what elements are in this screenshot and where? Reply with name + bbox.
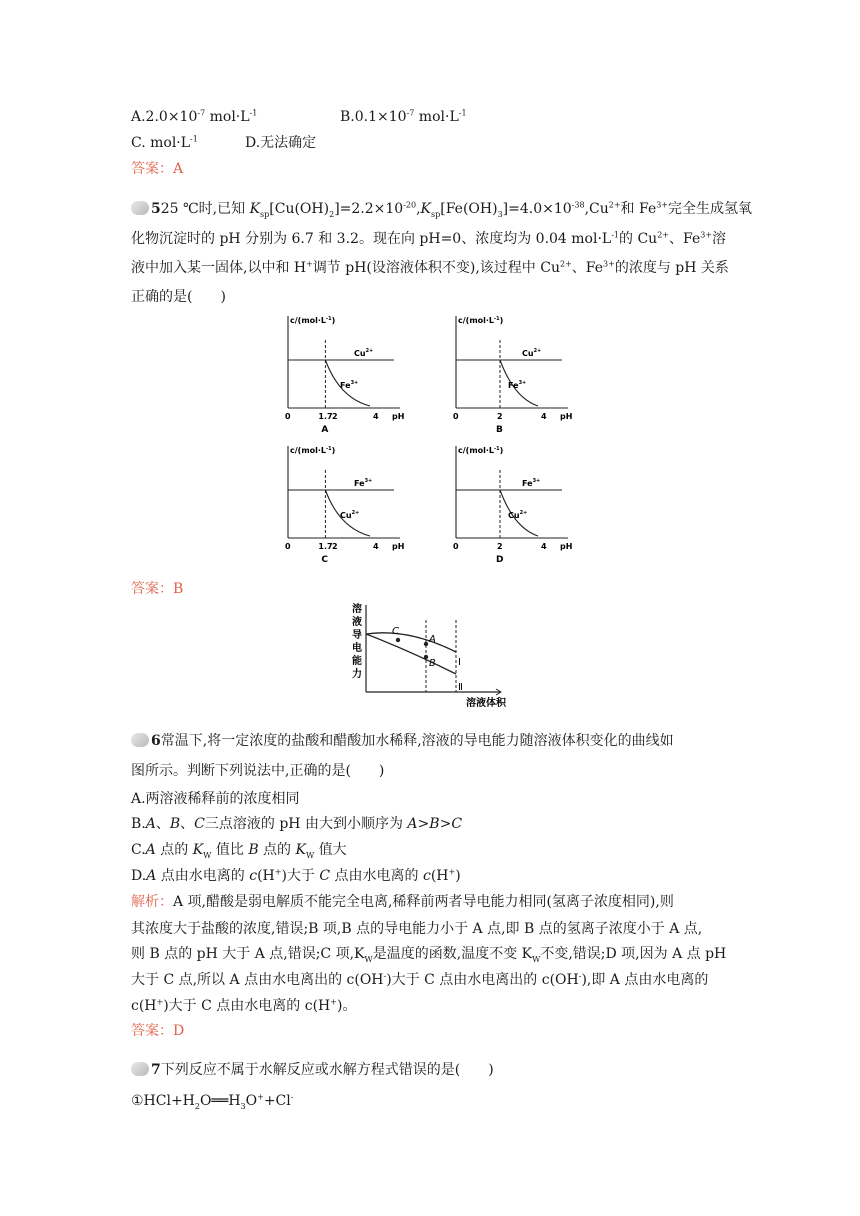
- q5-answer: 答案：B: [131, 581, 184, 597]
- lower-ion-label: $Fe^{3+}$: [508, 380, 527, 390]
- q6-option-c: C.A 点的 $K_W$ 值比 B 点的 $K_W$ 值大: [131, 842, 347, 860]
- q6-analysis-4: 大于 C 点,所以 A 点由水电离出的 c(OH-)大于 C 点由水电离出的 c(OH-),即 A 点由水电离的: [131, 971, 709, 988]
- x-axis-label: pH: [560, 412, 573, 421]
- q6-option-a: A.两溶液稀释前的浓度相同: [131, 791, 300, 807]
- y-axis-label: $c/(mol\cdot L^{-1})$: [290, 446, 336, 455]
- point-a: [424, 642, 428, 646]
- q5-line-3: 液中加入某一固体,以中和 H+调节 pH(设溶液体积不变),该过程中 $Cu^{2+}$、$Fe^{3+}$的浓度与 pH 关系: [131, 259, 729, 276]
- q4-option-b: $B.0.1\times 10^{-7}$ $mol\cdot L^{-1}$: [340, 108, 467, 125]
- y-axis-label: $c/(mol\cdot L^{-1})$: [458, 446, 504, 455]
- x-axis-label: pH: [392, 412, 405, 421]
- y-label-char: 溶: [352, 604, 362, 615]
- tick-1-7: 1.7: [318, 542, 333, 551]
- question-badge-icon: [131, 1062, 149, 1076]
- upper-ion-label: $Cu^{2+}$: [522, 348, 542, 358]
- tick-4: 4: [373, 412, 379, 421]
- q6-option-b: B.A、B、C三点溶液的 pH 由大到小顺序为 A>B>C: [131, 816, 463, 832]
- q7-equation-1: $①HCl+H_2O══H_3O^++Cl^-$: [131, 1092, 294, 1111]
- q6-answer: 答案：D: [131, 1023, 185, 1039]
- graph-b: [453, 316, 572, 435]
- curve-I: [366, 633, 456, 652]
- tick-zero: 0: [285, 542, 291, 551]
- tick-2: 2: [497, 542, 503, 551]
- y-label-char: 电: [352, 643, 362, 654]
- y-label-char: 力: [352, 669, 362, 680]
- q5-graphs-figure: [270, 310, 580, 570]
- question-badge-icon: [131, 201, 149, 215]
- q6-analysis-5: c(H+)大于 C 点由水电离的 c(H+)。: [131, 997, 357, 1014]
- tick-2: 2: [332, 542, 338, 551]
- question-badge-icon: [131, 733, 149, 747]
- q7-line-1: 7下列反应不属于水解反应或水解方程式错误的是( ): [131, 1060, 494, 1080]
- graph-c: [285, 446, 404, 565]
- graph-letter: C: [321, 555, 329, 565]
- q6-option-d: D.A 点由水电离的 c(H+)大于 C 点由水电离的 c(H+): [131, 867, 461, 884]
- point-b: [424, 655, 428, 659]
- upper-ion-label: $Fe^{3+}$: [522, 478, 541, 488]
- point-c: [396, 638, 400, 642]
- q6-analysis-1: 解析：A 项,醋酸是弱电解质不能完全电离,稀释前两者导电能力相同(氢离子浓度相同),则: [131, 894, 674, 910]
- y-axis-label: $c/(mol\cdot L^{-1})$: [290, 316, 336, 325]
- q6-line-1: 6常温下,将一定浓度的盐酸和醋酸加水稀释,溶液的导电能力随溶液体积变化的曲线如: [131, 731, 674, 751]
- y-label-char: 导: [352, 630, 362, 641]
- q5-number: 5: [151, 201, 161, 217]
- upper-ion-label: $Cu^{2+}$: [354, 348, 374, 358]
- label-curve-II: Ⅱ: [458, 682, 463, 693]
- q6-line-2: 图所示。判断下列说法中,正确的是( ): [131, 763, 385, 779]
- q4-option-d: D.无法确定: [245, 135, 317, 151]
- q6-analysis-3: 则 B 点的 pH 大于 A 点,错误;C 项$,K_W$是温度的函数,温度不变 $K_W$不变,错误;D 项,因为 A 点 pH: [131, 946, 727, 964]
- curve-II: [366, 634, 456, 674]
- lower-ion-label: $Fe^{3+}$: [340, 380, 359, 390]
- label-curve-I: Ⅰ: [458, 657, 461, 668]
- label-c: C: [392, 626, 399, 637]
- tick-4: 4: [373, 542, 379, 551]
- graph-letter: D: [496, 555, 504, 565]
- x-axis-label: pH: [392, 542, 405, 551]
- tick-zero: 0: [453, 542, 459, 551]
- graph-letter: B: [496, 425, 503, 435]
- y-axis-label: $c/(mol\cdot L^{-1})$: [458, 316, 504, 325]
- label-b: B: [429, 658, 436, 669]
- tick-4: 4: [541, 412, 547, 421]
- x-axis-label: pH: [560, 542, 573, 551]
- q4-option-c: C. $mol\cdot L^{-1}$: [131, 134, 198, 151]
- tick-2: 2: [332, 412, 338, 421]
- label-a: A: [429, 634, 436, 645]
- conductivity-x-label: 溶液体积: [466, 698, 506, 709]
- tick-1-7: 1.7: [318, 412, 333, 421]
- lower-ion-label: $Cu^{2+}$: [508, 510, 528, 520]
- q4-answer: 答案：A: [131, 161, 184, 177]
- upper-ion-label: $Fe^{3+}$: [354, 478, 373, 488]
- conductivity-graph: [348, 600, 508, 710]
- lower-ion-label: $Cu^{2+}$: [340, 510, 360, 520]
- tick-2: 2: [497, 412, 503, 421]
- q6-analysis-2: 其浓度大于盐酸的浓度,错误;B 项,B 点的导电能力小于 A 点,即 B 点的氢离子浓度小于 A 点,: [131, 921, 703, 937]
- y-label-char: 能: [352, 656, 362, 667]
- conductivity-y-label: [352, 602, 362, 680]
- tick-zero: 0: [285, 412, 291, 421]
- graph-d: [453, 446, 572, 565]
- q5-line-2: 化物沉淀时的 pH 分别为 6.7 和 3.2。现在向 pH=0、浓度均为 0.04 $mol\cdot L^{-1}$的 $Cu^{2+}$、$Fe^{3+}$溶: [131, 230, 727, 247]
- q4-option-a: $A.2.0\times 10^{-7}$ $mol\cdot L^{-1}$: [131, 108, 258, 125]
- graph-letter: A: [321, 425, 329, 435]
- tick-zero: 0: [453, 412, 459, 421]
- q5-line-4: 正确的是( ): [131, 289, 226, 305]
- graph-a: [285, 316, 404, 435]
- q6-number: 6: [151, 733, 161, 749]
- y-label-char: 液: [352, 617, 362, 628]
- q7-number: 7: [151, 1062, 161, 1078]
- tick-4: 4: [541, 542, 547, 551]
- q5-line-1: 525 ℃时,已知 $K_{sp}[Cu(OH)_2]=2.2\times 10^{-20},K_{sp}[Fe(OH)_3]=4.0\times 10^{-38},Cu^{2+}$和 $Fe^{3+}$完全生成氢氧: [131, 199, 752, 219]
